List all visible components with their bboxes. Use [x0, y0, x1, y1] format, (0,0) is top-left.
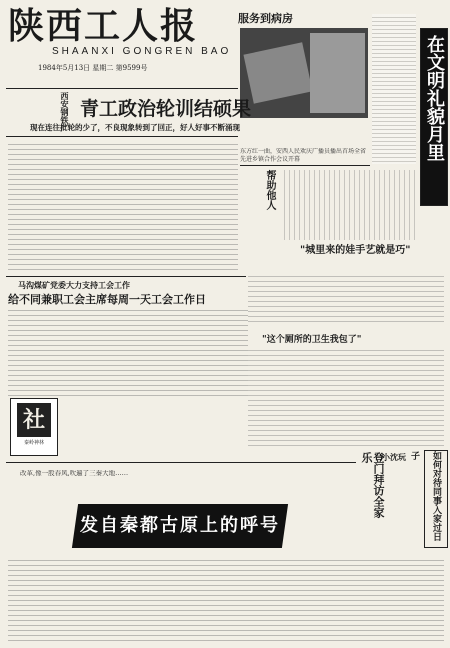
lead-subhead: 现在连往批轮的少了，不良现象转到了回正，好人好事不断涌现 — [30, 123, 240, 132]
snow-photo — [240, 28, 368, 118]
feature-banner-text: 发自秦都古原上的呼号 — [80, 515, 280, 536]
seal-box — [10, 398, 58, 456]
rule-lead — [6, 136, 238, 137]
vertical-column-text — [280, 170, 418, 240]
vertical-column-title: 帮助他人 — [264, 170, 275, 210]
rule-photo — [240, 165, 370, 166]
hygiene-body — [248, 346, 444, 446]
masthead — [8, 6, 240, 88]
seal-logo: 社 — [17, 403, 51, 437]
lead-headline: 青工政治轮训结硕果 — [80, 98, 252, 120]
lead-kicker: 西安钢铁厂 — [60, 92, 70, 132]
photo-caption: 东方红一曲，安西人民欢庆广播员播出首场全省先进乡镇合作会议开幕 — [240, 148, 367, 163]
masthead-title: 陕西工人报 — [8, 5, 199, 47]
hands-body — [248, 272, 444, 322]
side-headline: 登门拜访全家乐 — [360, 452, 385, 518]
seal-caption: 秦岭神林 — [23, 440, 44, 446]
side-sub: 小沈玩 — [382, 452, 406, 462]
vertical-banner: 在文明礼貌月里 — [420, 28, 448, 206]
rule-mid — [6, 276, 246, 277]
feature-banner — [72, 504, 288, 548]
union-body — [8, 306, 248, 396]
lead-body — [8, 140, 238, 270]
rule-masthead — [6, 88, 238, 89]
feature-intro: 改革,像一股春风,吹遍了三秦大地…… — [20, 470, 129, 477]
hygiene-headline: "这个厕所的卫生我包了" — [262, 335, 362, 345]
hands-headline: "城里来的娃手艺就是巧" — [300, 245, 411, 256]
feature-body — [8, 556, 444, 642]
masthead-pinyin: SHAANXI GONGREN BAO — [52, 46, 232, 57]
union-kicker: 马沟煤矿党委大力支持工会工作 — [18, 280, 130, 290]
union-headline: 给不同兼职工会主席每周一天工会工作日 — [8, 293, 206, 306]
rule-lower — [6, 462, 356, 463]
far-right-vertical: 如何对待同事入家过日子 — [424, 450, 448, 548]
issue-line: 1984年5月13日 星期二 第9599号 — [38, 64, 148, 72]
service-text — [372, 14, 416, 164]
service-headline: 服务到病房 — [238, 12, 293, 25]
